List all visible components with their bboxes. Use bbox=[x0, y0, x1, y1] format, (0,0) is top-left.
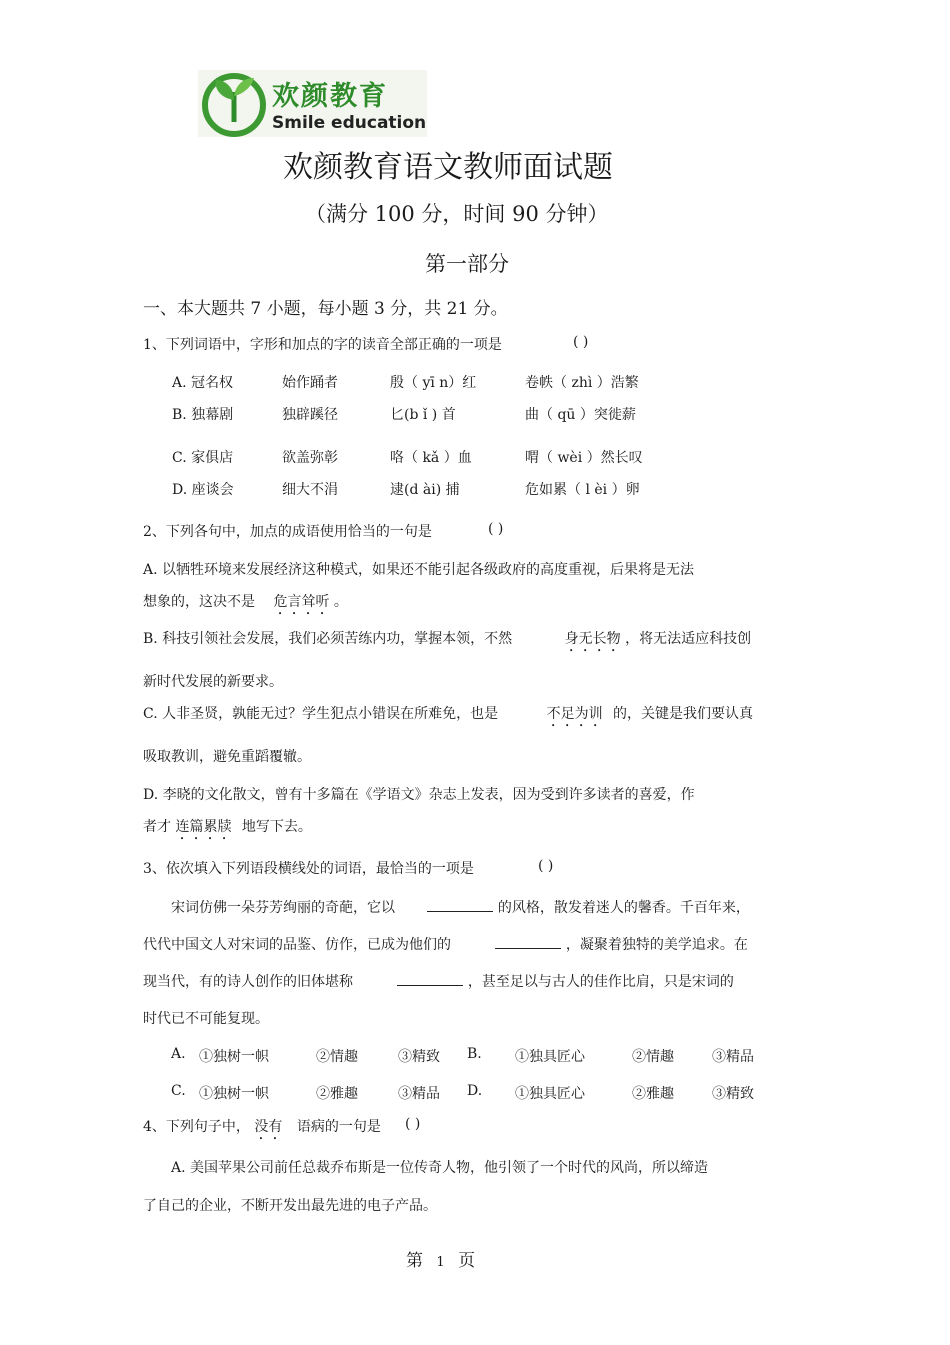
q3-option-b-1: ①独具匠心 bbox=[515, 1049, 585, 1065]
q1-stem: 1、下列词语中，字形和加点的字的读音全部正确的一项是 bbox=[143, 337, 502, 353]
footer-suffix: 页 bbox=[458, 1251, 476, 1271]
q3-option-a-1: ①独树一帜 bbox=[199, 1049, 269, 1065]
q4-answer-paren: ( ) bbox=[405, 1116, 421, 1132]
q4-stem-b: 语病的一句是 bbox=[296, 1119, 381, 1135]
q1-option-c-3: 咯（ kǎ ）血 bbox=[390, 450, 472, 466]
q2-option-c-line1 bbox=[143, 703, 753, 730]
q3-passage-line2 bbox=[143, 933, 748, 954]
q3-option-c-3: ③精品 bbox=[398, 1086, 440, 1102]
q1-option-a-2: 始作踊者 bbox=[282, 375, 338, 391]
q2-option-a-text: 想象的，这决不是 bbox=[143, 594, 255, 610]
q3-option-c-1: ①独树一帜 bbox=[199, 1086, 269, 1102]
q4-stem bbox=[143, 1116, 381, 1143]
q3-option-d-2: ②雅趣 bbox=[632, 1086, 674, 1102]
q3-option-d-3: ③精致 bbox=[712, 1086, 754, 1102]
q2-option-c-end: 的，关键是我们要认真 bbox=[613, 706, 754, 722]
section-heading: 一、本大题共 7 小题，每小题 3 分，共 21 分。 bbox=[143, 299, 508, 319]
q2-option-c-line2: 吸取教训，避免重蹈覆辙。 bbox=[143, 749, 311, 765]
q3-passage-2b: ，凝聚着独特的美学追求。在 bbox=[565, 937, 748, 953]
q2-option-d-text: 者才 bbox=[143, 819, 171, 835]
q2-option-b-text: B. 科技引领社会发展，我们必须苦练内功，掌握本领，不然 bbox=[143, 631, 513, 647]
q2-option-b-end: ，将无法适应科技创 bbox=[625, 631, 752, 647]
q1-answer-paren: ( ) bbox=[573, 334, 589, 350]
q3-option-d-label: D. bbox=[467, 1083, 483, 1099]
q2-option-d-idiom: 连篇累牍 bbox=[175, 819, 232, 835]
q4-option-a-line1: A. 美国苹果公司前任总裁乔布斯是一位传奇人物，他引领了一个时代的风尚，所以缔造 bbox=[171, 1160, 709, 1176]
q1-option-d-3: 逮(d ài) 捕 bbox=[390, 482, 460, 498]
q3-option-d-1: ①独具匠心 bbox=[515, 1086, 585, 1102]
q3-blank-3 bbox=[397, 970, 463, 986]
footer-prefix: 第 bbox=[406, 1251, 423, 1271]
q2-option-d-line2 bbox=[143, 816, 312, 843]
page-title: 欢颜教育语文教师面试题 bbox=[283, 150, 613, 185]
logo bbox=[198, 70, 427, 137]
q3-passage-2a: 代代中国文人对宋词的品鉴、仿作，已成为他们的 bbox=[143, 937, 451, 953]
q1-option-b-2: 独辟蹊径 bbox=[282, 407, 338, 423]
q2-stem: 2、下列各句中，加点的成语使用恰当的一句是 bbox=[143, 524, 432, 540]
q2-option-a-end: 。 bbox=[333, 594, 348, 610]
q3-option-a-3: ③精致 bbox=[398, 1049, 440, 1065]
q1-option-c-1: C. 家俱店 bbox=[172, 450, 234, 466]
q3-passage-3a: 现当代，有的诗人创作的旧体堪称 bbox=[143, 974, 353, 990]
q2-option-a-line2 bbox=[143, 591, 348, 618]
q4-stem-a: 4、下列句子中， bbox=[143, 1119, 250, 1135]
q3-stem: 3、依次填入下列语段横线处的词语，最恰当的一项是 bbox=[143, 861, 474, 877]
q2-option-a-idiom: 危言耸听 bbox=[273, 594, 330, 610]
q3-passage-3b: ，甚至足以与古人的佳作比肩，只是宋词的 bbox=[467, 974, 734, 990]
q3-option-a-2: ②情趣 bbox=[316, 1049, 358, 1065]
q3-blank-1 bbox=[427, 896, 493, 912]
part-heading: 第一部分 bbox=[425, 252, 509, 276]
q3-option-c-label: C. bbox=[171, 1083, 186, 1099]
q4-stem-dotted: 没有 bbox=[254, 1119, 283, 1135]
page-number: 1 bbox=[436, 1255, 445, 1270]
q2-option-b-line1 bbox=[143, 628, 751, 655]
q1-option-b-1: B. 独幕剧 bbox=[172, 407, 234, 423]
q4-option-a-line2: 了自己的企业，不断开发出最先进的电子产品。 bbox=[143, 1198, 437, 1214]
page-subtitle: （满分 100 分，时间 90 分钟） bbox=[305, 202, 609, 226]
page-footer bbox=[406, 1246, 475, 1271]
q3-option-a-label: A. bbox=[171, 1046, 186, 1062]
q3-option-b-label: B. bbox=[467, 1046, 482, 1062]
q2-option-b-line2: 新时代发展的新要求。 bbox=[143, 674, 283, 690]
q1-option-c-4: 喟（ wèi ）然长叹 bbox=[525, 450, 643, 466]
q2-option-c-idiom: 不足为训 bbox=[546, 706, 603, 722]
q2-option-d-end: 地写下去。 bbox=[241, 819, 312, 835]
q3-passage-1b: 的风格，散发着迷人的馨香。千百年来， bbox=[497, 900, 750, 916]
q3-passage-line3 bbox=[143, 970, 734, 991]
sprout-logo-icon bbox=[200, 70, 268, 137]
q2-option-a-line1: A. 以牺牲环境来发展经济这种模式，如果还不能引起各级政府的高度重视，后果将是无法 bbox=[143, 562, 695, 578]
q2-answer-paren: ( ) bbox=[488, 521, 504, 537]
q3-passage-1a: 宋词仿佛一朵芬芳绚丽的奇葩，它以 bbox=[171, 900, 395, 916]
q3-answer-paren: ( ) bbox=[538, 858, 554, 874]
q3-option-b-3: ③精品 bbox=[712, 1049, 754, 1065]
q1-option-b-4: 曲（ qū ）突徙薪 bbox=[525, 407, 636, 423]
q1-option-b-3: 匕(b ǐ ) 首 bbox=[390, 407, 456, 423]
q1-option-c-2: 欲盖弥彰 bbox=[282, 450, 338, 466]
q2-option-b-idiom: 身无长物 bbox=[564, 631, 621, 647]
q2-option-c-text: C. 人非圣贤，孰能无过？学生犯点小错误在所难免，也是 bbox=[143, 706, 499, 722]
q3-blank-2 bbox=[495, 933, 561, 949]
q1-option-d-1: D. 座谈会 bbox=[172, 482, 234, 498]
q1-option-d-4: 危如累（ l èi ）卵 bbox=[525, 482, 640, 498]
q2-option-d-line1: D. 李晓的文化散文，曾有十多篇在《学语文》杂志上发表，因为受到许多读者的喜爱，作 bbox=[143, 787, 695, 803]
q3-passage-line4: 时代已不可能复现。 bbox=[143, 1011, 269, 1027]
logo-brand-text: 欢颜教育 bbox=[272, 81, 388, 112]
q1-option-a-1: A. 冠名权 bbox=[172, 375, 234, 391]
q3-option-b-2: ②情趣 bbox=[632, 1049, 674, 1065]
q3-passage-line1 bbox=[171, 896, 750, 917]
q1-option-a-4: 卷帙（ zhì ）浩繁 bbox=[525, 375, 639, 391]
q3-option-c-2: ②雅趣 bbox=[316, 1086, 358, 1102]
q1-option-d-2: 细大不涓 bbox=[282, 482, 338, 498]
logo-english-text: Smile education bbox=[272, 113, 427, 133]
q1-option-a-3: 殷（ yī n）红 bbox=[390, 375, 477, 391]
